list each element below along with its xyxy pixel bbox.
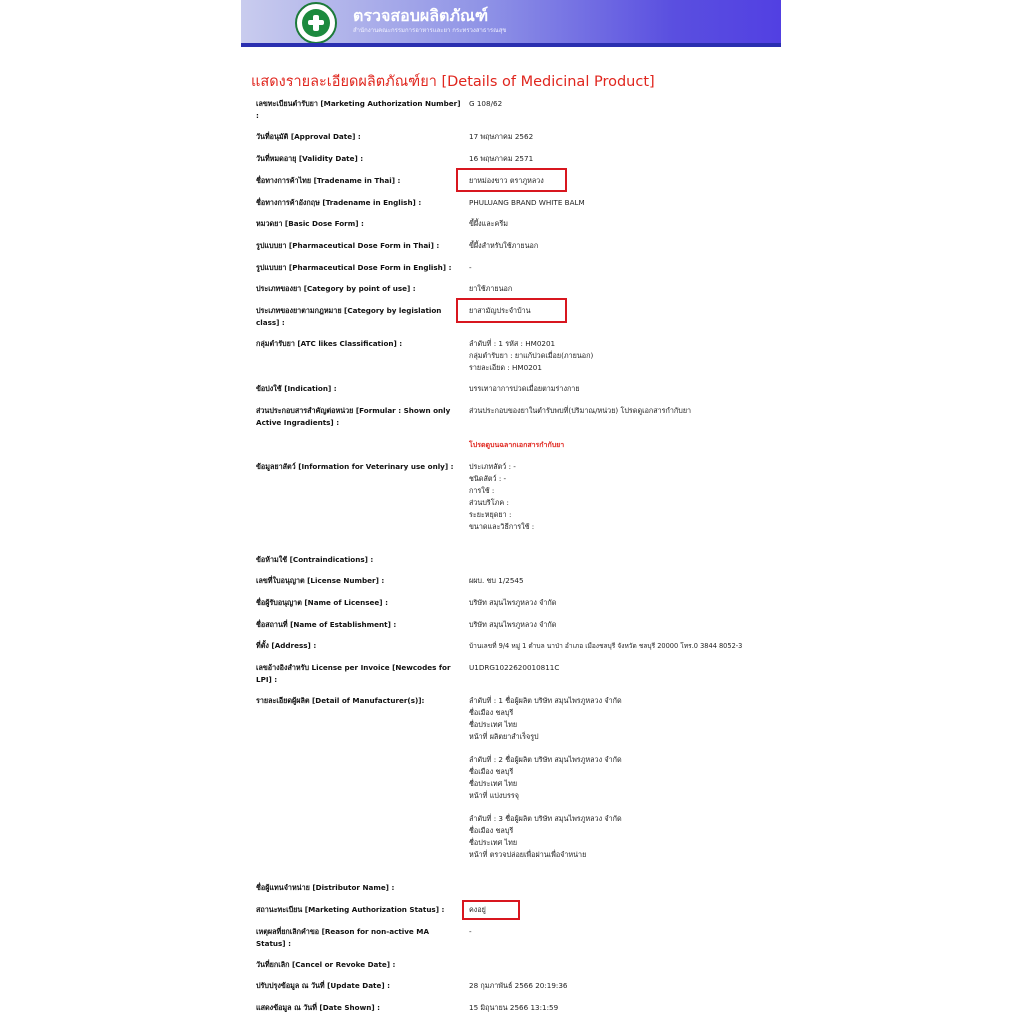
- manufacturer-line: หน้าที่ แบ่งบรรจุ: [469, 791, 519, 800]
- establishment-label: ชื่อสถานที่ [Name of Establishment] :: [256, 620, 397, 629]
- manufacturer-line: หน้าที่ ผลิตยาสำเร็จรูป: [469, 732, 539, 741]
- atc-line: กลุ่มตำรับยา : ยาแก้ปวดเมื่อย(ภายนอก): [469, 351, 594, 360]
- validity-date-value: 16 พฤษภาคม 2571: [469, 154, 534, 163]
- approval-date-value: 17 พฤษภาคม 2562: [469, 132, 534, 141]
- establishment-value: บริษัท สมุนไพรภูหลวง จำกัด: [469, 620, 557, 629]
- veterinary-line: ส่วนบริโภค :: [469, 498, 509, 507]
- veterinary-line: ประเภทสัตว์ : -: [469, 462, 516, 471]
- category-use-label: ประเภทของยา [Category by point of use] :: [256, 284, 416, 293]
- non-active-reason-value: -: [469, 927, 472, 936]
- basic-dose-form-value: ขี้ผึ้งและครีม: [469, 219, 508, 228]
- ma-status-value: คงอยู่: [469, 905, 486, 914]
- manufacturer-line: ชื่อเมือง ชลบุรี: [469, 767, 514, 776]
- header-divider: [241, 43, 781, 47]
- dose-form-thai-label: รูปแบบยา [Pharmaceutical Dose Form in Thai] :: [256, 241, 440, 250]
- manufacturer-line: ลำดับที่ : 1 ชื่อผู้ผลิต บริษัท สมุนไพรภูหลวง จำกัด: [469, 696, 622, 705]
- formula-note: โปรดดูบนฉลากเอกสารกำกับยา: [469, 441, 565, 449]
- update-date-label: ปรับปรุงข้อมูล ณ วันที่ [Update Date] :: [256, 981, 391, 990]
- atc-line: รายละเอียด : HM0201: [469, 363, 542, 372]
- cancel-date-label: วันที่ยกเลิก [Cancel or Revoke Date] :: [256, 960, 396, 969]
- approval-date-label: วันที่อนุมัติ [Approval Date] :: [256, 132, 361, 141]
- ma-status-label: สถานะทะเบียน [Marketing Authorization Status] :: [256, 905, 445, 914]
- page-title: แสดงรายละเอียดผลิตภัณฑ์ยา [Details of Medicinal Product]: [251, 74, 655, 90]
- manufacturer-group: [469, 695, 779, 743]
- veterinary-value: [469, 461, 779, 533]
- highlight-box-tradename: [456, 168, 567, 192]
- distributor-label: ชื่อผู้แทนจำหน่าย [Distributor Name] :: [256, 883, 395, 892]
- manufacturer-line: ชื่อประเทศ ไทย: [469, 838, 518, 847]
- veterinary-line: ชนิดสัตว์ : -: [469, 474, 507, 483]
- address-value: บ้านเลขที่ 9/4 หมู่ 1 ตำบล นาป่า อำเภอ เมืองชลบุรี จังหวัด ชลบุรี 20000 โทร.0 3844 8052-3: [469, 642, 743, 650]
- validity-date-label: วันที่หมดอายุ [Validity Date] :: [256, 154, 364, 163]
- update-date-value: 28 กุมภาพันธ์ 2566 20:19:36: [469, 981, 568, 990]
- non-active-reason-label: เหตุผลที่ยกเลิกคำขอ [Reason for non-active MA Status] :: [256, 927, 430, 948]
- category-use-value: ยาใช้ภายนอก: [469, 284, 513, 293]
- veterinary-label: ข้อมูลยาสัตว์ [Information for Veterinary use only] :: [256, 462, 454, 471]
- manufacturer-group: [469, 754, 779, 802]
- site-title: ตรวจสอบผลิตภัณฑ์: [353, 6, 489, 25]
- lpi-label: เลขอ้างอิงสำหรับ License per Invoice [Newcodes for LPI] :: [256, 663, 451, 684]
- category-legislation-label: ประเภทของยาตามกฎหมาย [Category by legislation class] :: [256, 306, 442, 327]
- manufacturer-line: ชื่อเมือง ชลบุรี: [469, 708, 514, 717]
- manufacturer-line: ลำดับที่ : 3 ชื่อผู้ผลิต บริษัท สมุนไพรภูหลวง จำกัด: [469, 814, 622, 823]
- atc-line: ลำดับที่ : 1 รหัส : HM0201: [469, 339, 556, 348]
- license-number-value: ผผบ. ชบ 1/2545: [469, 576, 524, 585]
- lpi-value: U1DRG1022620010811C: [469, 663, 560, 672]
- manufacturer-line: หน้าที่ ตรวจปล่อยเพื่อผ่านเพื่อจำหน่าย: [469, 850, 587, 859]
- indication-value: บรรเทาอาการปวดเมื่อยตามร่างกาย: [469, 384, 580, 393]
- dose-form-english-label: รูปแบบยา [Pharmaceutical Dose Form in English] :: [256, 263, 452, 272]
- tradename-thai-value: ยาหม่องขาว ตราภูหลวง: [469, 176, 544, 185]
- manufacturer-line: ลำดับที่ : 2 ชื่อผู้ผลิต บริษัท สมุนไพรภูหลวง จำกัด: [469, 755, 622, 764]
- veterinary-line: ระยะหยุดยา :: [469, 510, 512, 519]
- ma-number-value: G 108/62: [469, 99, 503, 108]
- tradename-english-label: ชื่อทางการค้าอังกฤษ [Tradename in English] :: [256, 198, 422, 207]
- indication-label: ข้อบ่งใช้ [Indication] :: [256, 384, 337, 393]
- header-banner: [241, 0, 781, 45]
- date-shown-value: 15 มิถุนายน 2566 13:1:59: [469, 1003, 559, 1012]
- atc-value: [469, 338, 779, 374]
- address-label: ที่ตั้ง [Address] :: [256, 641, 317, 650]
- dose-form-english-value: -: [469, 263, 472, 272]
- page-container: [241, 0, 781, 1024]
- highlight-box-status: [462, 900, 520, 920]
- manufacturer-line: ชื่อประเทศ ไทย: [469, 720, 518, 729]
- licensee-label: ชื่อผู้รับอนุญาต [Name of Licensee] :: [256, 598, 388, 607]
- fda-logo-icon: [295, 2, 337, 44]
- highlight-box-legislation: [456, 298, 567, 323]
- formula-value: ส่วนประกอบของยาในตำรับพบที่(ปริมาณ/หน่วย) โปรดดูเอกสารกำกับยา: [469, 406, 692, 415]
- atc-label: กลุ่มตำรับยา [ATC likes Classification] :: [256, 339, 403, 348]
- manufacturers-label: รายละเอียดผู้ผลิต [Detail of Manufacturer(s)]:: [256, 696, 425, 705]
- manufacturer-line: ชื่อเมือง ชลบุรี: [469, 826, 514, 835]
- veterinary-line: ขนาดและวิธีการใช้ :: [469, 522, 535, 531]
- contraindications-label: ข้อห้ามใช้ [Contraindications] :: [256, 555, 374, 564]
- dose-form-thai-value: ขี้ผึ้งสำหรับใช้ภายนอก: [469, 241, 539, 250]
- category-legislation-value: ยาสามัญประจำบ้าน: [469, 306, 531, 315]
- basic-dose-form-label: หมวดยา [Basic Dose Form] :: [256, 219, 364, 228]
- license-number-label: เลขที่ใบอนุญาต [License Number] :: [256, 576, 385, 585]
- manufacturer-line: ชื่อประเทศ ไทย: [469, 779, 518, 788]
- ma-number-label: เลขทะเบียนตำรับยา [Marketing Authorization Number] :: [256, 99, 461, 120]
- date-shown-label: แสดงข้อมูล ณ วันที่ [Date Shown] :: [256, 1003, 380, 1012]
- tradename-english-value: PHULUANG BRAND WHITE BALM: [469, 198, 585, 207]
- site-subtitle: สำนักงานคณะกรรมการอาหารและยา กระทรวงสาธารณสุข: [353, 27, 507, 34]
- tradename-thai-label: ชื่อทางการค้าไทย [Tradename in Thai] :: [256, 176, 401, 185]
- formula-label: ส่วนประกอบสารสำคัญต่อหน่วย [Formular : Shown only Active Ingradients] :: [256, 406, 451, 427]
- veterinary-line: การใช้ :: [469, 486, 495, 495]
- manufacturer-group: [469, 813, 779, 861]
- licensee-value: บริษัท สมุนไพรภูหลวง จำกัด: [469, 598, 557, 607]
